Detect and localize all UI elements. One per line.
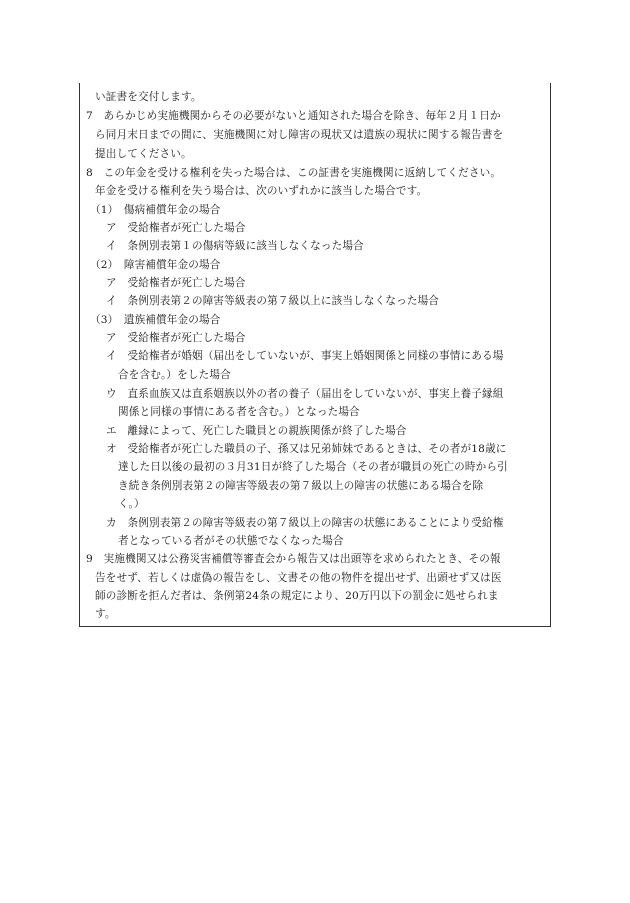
text-line: ア 受給権者が死亡した場合 [106, 222, 246, 234]
text-line: エ 離縁によって、死亡した職員との親族関係が終了した場合 [106, 425, 407, 437]
text-line: く。） [118, 498, 145, 510]
text-line: 8 この年金を受ける権利を失った場合は、この証書を実施機関に返納してください。 [86, 167, 502, 179]
text-line: 達した日以後の最初の３月31日が終了した場合（その者が職員の死亡の時から引 [118, 461, 508, 473]
text-line: す。 [95, 608, 116, 620]
text-line: イ 条例別表第２の障害等級表の第７級以上に該当しなくなった場合 [106, 295, 440, 307]
text-line: 合を含む。）をした場合 [118, 369, 231, 381]
text-line: 年金を受ける権利を失う場合は、次のいずれかに該当した場合です。 [95, 185, 428, 197]
text-line: ウ 直系血族又は直系姻族以外の者の養子（届出をしていないが、事実上養子縁組 [106, 388, 504, 400]
text-line: き続き条例別表第２の障害等級表の第７級以上の障害の状態にある場合を除 [118, 480, 484, 492]
text-line: ア 受給権者が死亡した場合 [106, 332, 246, 344]
text-line: 告をせず、若しくは虚偽の報告をし、文書その他の物件を提出せず、出頭せず又は医 [95, 572, 502, 584]
text-line: 9 実施機関又は公務災害補償等審査会から報告又は出頭等を求められたとき、その報 [86, 553, 501, 565]
text-line: オ 受給権者が死亡した職員の子、孫又は兄弟姉妹であるときは、その者が18歳に [106, 443, 507, 455]
text-line: い証書を交付します。 [95, 91, 202, 103]
text-line: 者となっている者がその状態でなくなった場合 [118, 535, 344, 547]
text-line: （2） 障害補償年金の場合 [90, 259, 221, 271]
text-line: 提出してください。 [95, 148, 192, 160]
text-line: 関係と同様の事情にある者を含む。）となった場合 [118, 406, 360, 418]
text-line: （3） 遺族補償年金の場合 [90, 314, 221, 326]
text-line: イ 受給権者が婚姻（届出をしていないが、事実上婚姻関係と同様の事情にある場 [106, 350, 504, 362]
text-line: ア 受給権者が死亡した場合 [106, 277, 246, 289]
text-line: 7 あらかじめ実施機関からその必要がないと通知された場合を除き、毎年２月１日か [86, 110, 501, 122]
text-line: 師の診断を拒んだ者は、条例第24条の規定により、20万円以下の罰金に処せられま [95, 590, 499, 602]
text-line: ら同月末日までの間に、実施機関に対し障害の現状又は遺族の現状に関する報告書を [95, 129, 504, 141]
text-line: イ 条例別表第１の傷病等級に該当しなくなった場合 [106, 240, 364, 252]
text-line: カ 条例別表第２の障害等級表の第７級以上の障害の状態にあることにより受給権 [106, 517, 504, 529]
text-line: （1） 傷病補償年金の場合 [90, 204, 221, 216]
